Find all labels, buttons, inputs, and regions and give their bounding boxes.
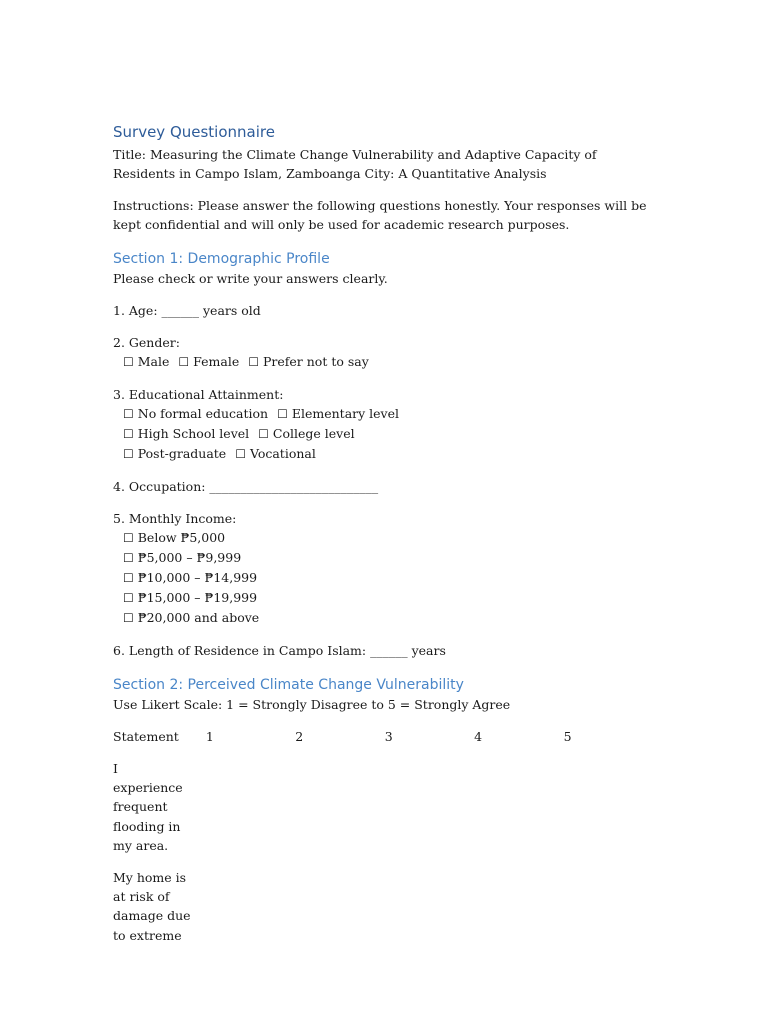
option-male[interactable]: ☐ Male xyxy=(123,354,170,369)
likert-scale-note: Use Likert Scale: 1 = Strongly Disagree to 5 = Strongly Agree xyxy=(113,697,511,712)
checkbox-icon[interactable]: ☐ xyxy=(123,447,134,461)
statement-1: I experience frequent flooding in my area. xyxy=(113,761,183,853)
checkbox-icon[interactable]: ☐ xyxy=(123,531,134,545)
education-options-row1 xyxy=(113,404,653,424)
likert-header-row xyxy=(113,727,653,746)
section2-heading: Section 2: Perceived Climate Change Vulnerability xyxy=(113,677,464,693)
option-no-formal-education[interactable]: ☐ No formal education xyxy=(123,406,269,421)
header-scale-3: 3 xyxy=(384,729,393,744)
gender-options xyxy=(113,352,653,372)
section1-intro: Please check or write your answers clearly. xyxy=(113,271,388,286)
checkbox-icon[interactable]: ☐ xyxy=(277,407,288,421)
question-education-label: 3. Educational Attainment: xyxy=(113,387,284,402)
checkbox-icon[interactable]: ☐ xyxy=(123,427,134,441)
checkbox-icon[interactable]: ☐ xyxy=(123,611,134,625)
checkbox-icon[interactable]: ☐ xyxy=(123,355,134,369)
section1-heading: Section 1: Demographic Profile xyxy=(113,251,330,267)
checkbox-icon[interactable]: ☐ xyxy=(123,571,134,585)
header-statement: Statement xyxy=(113,729,179,744)
checkbox-icon[interactable]: ☐ xyxy=(123,551,134,565)
income-option[interactable]: ☐ ₱5,000 – ₱9,999 xyxy=(123,550,242,565)
statement-2: My home is at risk of damage due to extreme xyxy=(113,870,191,943)
checkbox-icon[interactable]: ☐ xyxy=(123,591,134,605)
checkbox-icon[interactable]: ☐ xyxy=(123,407,134,421)
income-option[interactable]: ☐ ₱20,000 and above xyxy=(123,610,260,625)
question-income-label: 5. Monthly Income: xyxy=(113,511,237,526)
question-residence-length: 6. Length of Residence in Campo Islam: ______ years xyxy=(113,643,446,658)
instructions: Instructions: Please answer the following questions honestly. Your responses will be kept confidential and will only be used for academic research purposes. xyxy=(113,198,647,232)
question-gender-label: 2. Gender: xyxy=(113,335,180,350)
header-scale-2: 2 xyxy=(295,729,304,744)
income-option[interactable]: ☐ ₱10,000 – ₱14,999 xyxy=(123,570,258,585)
option-post-graduate[interactable]: ☐ Post-graduate xyxy=(123,446,227,461)
question-occupation: 4. Occupation: ___________________________ xyxy=(113,479,379,494)
checkbox-icon[interactable]: ☐ xyxy=(178,355,190,369)
option-high-school[interactable]: ☐ High School level xyxy=(123,426,250,441)
option-elementary[interactable]: ☐ Elementary level xyxy=(277,406,400,421)
income-option[interactable]: ☐ ₱15,000 – ₱19,999 xyxy=(123,590,258,605)
question-age: 1. Age: ______ years old xyxy=(113,303,261,318)
document-content xyxy=(113,123,653,945)
checkbox-icon[interactable]: ☐ xyxy=(235,447,246,461)
header-scale-4: 4 xyxy=(474,729,483,744)
header-scale-5: 5 xyxy=(563,729,572,744)
education-options-row3 xyxy=(113,444,653,464)
option-female[interactable]: ☐ Female xyxy=(178,354,240,369)
income-option[interactable]: ☐ Below ₱5,000 xyxy=(123,530,226,545)
checkbox-icon[interactable]: ☐ xyxy=(258,427,269,441)
option-college[interactable]: ☐ College level xyxy=(258,426,355,441)
option-prefer-not[interactable]: ☐ Prefer not to say xyxy=(248,354,369,369)
research-title: Title: Measuring the Climate Change Vulnerability and Adaptive Capacity of Residents in Campo Islam, Zamboanga City: A Quantitative Analysis xyxy=(113,147,597,181)
document-title: Survey Questionnaire xyxy=(113,123,275,141)
option-vocational[interactable]: ☐ Vocational xyxy=(235,446,316,461)
education-options-row2 xyxy=(113,424,653,444)
header-scale-1: 1 xyxy=(205,729,214,744)
checkbox-icon[interactable]: ☐ xyxy=(248,355,260,369)
